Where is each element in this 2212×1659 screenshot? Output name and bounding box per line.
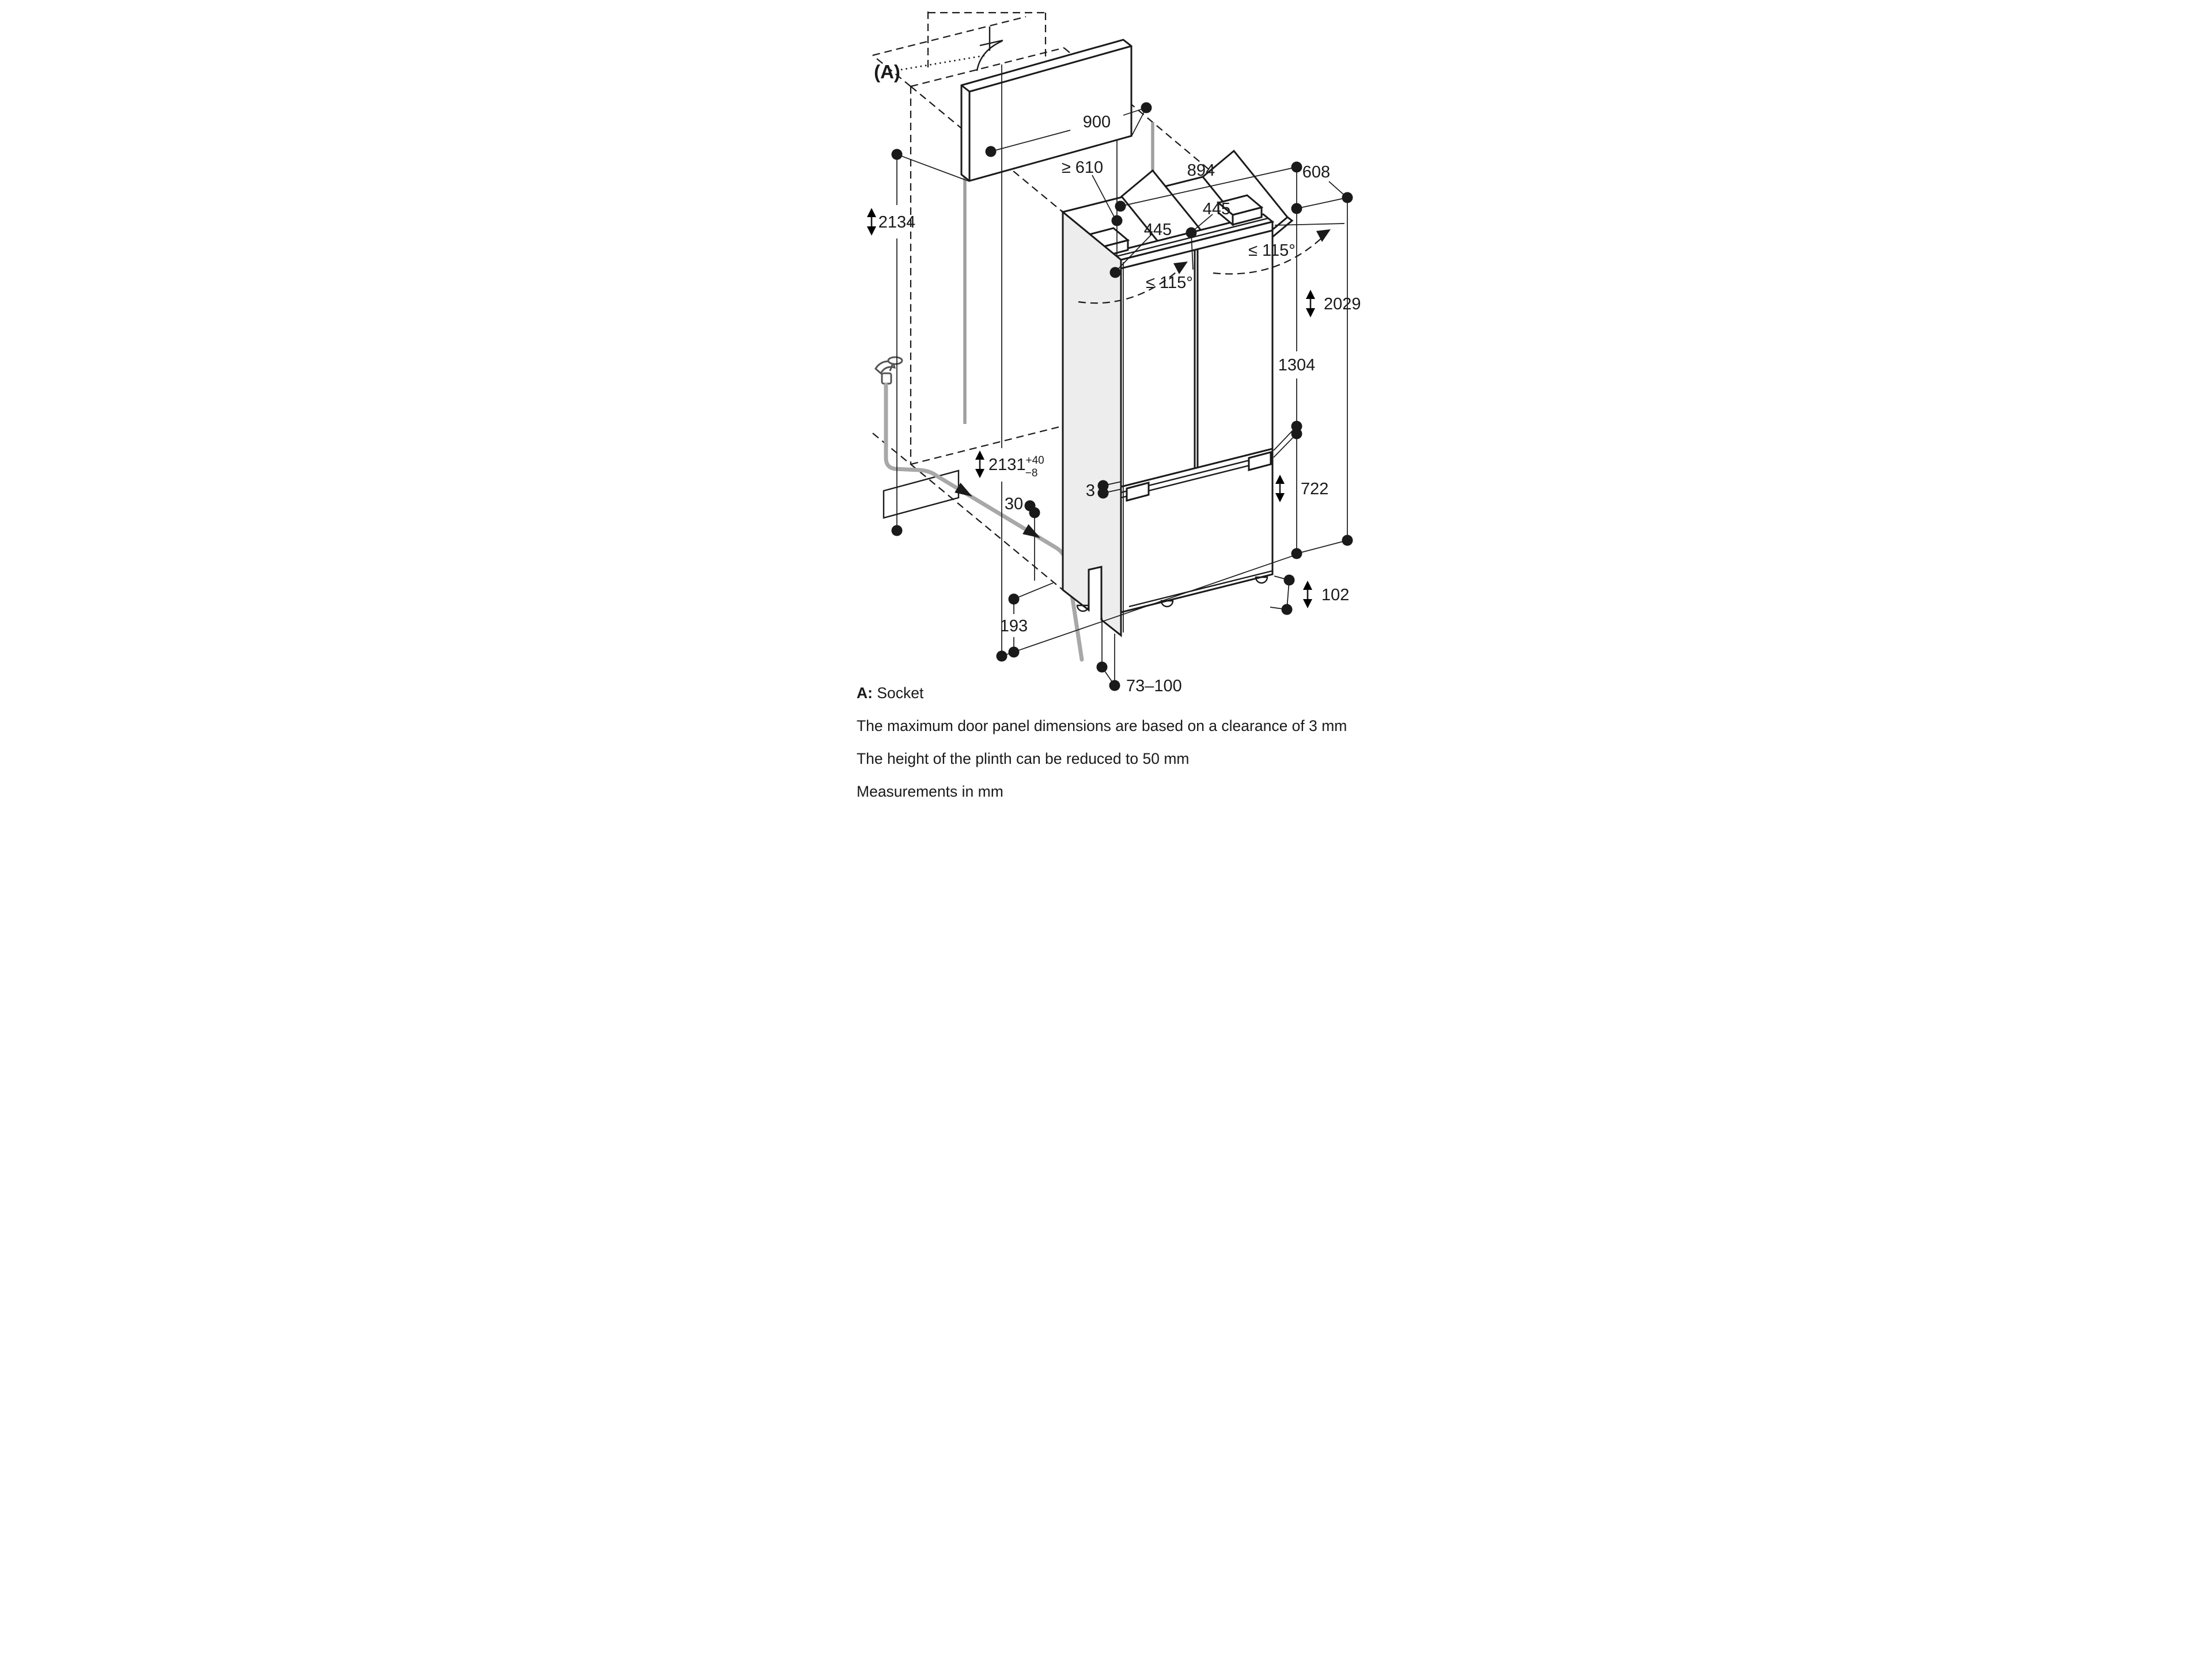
- dim-panel-width-label: 900: [1082, 113, 1111, 131]
- refrigerator: [1063, 151, 1292, 635]
- dim-appliance-height: [1291, 203, 1361, 559]
- notes: [857, 684, 1347, 800]
- note-socket-prefix: A:: [857, 684, 873, 702]
- note-socket-text: Socket: [872, 684, 924, 702]
- dim-clearance-above-label: ≥ 610: [1061, 158, 1104, 177]
- dim-rear-clearance-label: 30: [1004, 495, 1024, 513]
- water-pipe: [886, 385, 1082, 660]
- dim-door-gap-label: 3: [1085, 482, 1096, 500]
- page: [553, 0, 1659, 830]
- dim-door-panel-left-label: 445: [1143, 221, 1172, 239]
- dim-door-panel-right-label: 445: [1202, 200, 1231, 218]
- double-arrow-icon: [975, 450, 984, 478]
- niche-height-tol-plus: +40: [1025, 454, 1044, 467]
- dim-drawer-front-height: [1275, 475, 1328, 502]
- niche-height-value: 2131: [988, 456, 1026, 474]
- note-plinth: The height of the plinth can be reduced to 50 mm: [857, 750, 1190, 767]
- floor-outlet-box: [884, 471, 959, 518]
- door-panel-top: [961, 40, 1131, 181]
- dim-plinth-height-label: 102: [1321, 586, 1350, 604]
- dim-rear-clearance: [1005, 495, 1040, 581]
- installation-diagram: [553, 0, 1659, 830]
- dim-angle-left-label: ≤ 115°: [1146, 274, 1193, 292]
- dim-plinth-height: [1270, 575, 1349, 615]
- callout-a-label: (A): [874, 61, 900, 82]
- dim-niche-height-label: [988, 454, 1044, 479]
- dim-door-height: [1274, 356, 1315, 457]
- dim-appliance-depth-label: 608: [1302, 163, 1331, 181]
- tap-icon: [876, 357, 902, 384]
- dim-plinth-recess: [1097, 618, 1182, 695]
- double-arrow-icon: [867, 208, 876, 236]
- dim-water-connection-height-label: 193: [999, 617, 1028, 635]
- dim-plinth-recess-label: 73–100: [1126, 677, 1182, 695]
- dim-niche-height-outer: [867, 149, 969, 536]
- dim-drawer-front-height-label: 722: [1301, 480, 1329, 498]
- dim-angle-right-label: ≤ 115°: [1248, 241, 1296, 260]
- note-socket: [857, 684, 924, 702]
- double-arrow-icon: [1306, 290, 1315, 317]
- dim-water-connection-height: [1000, 583, 1053, 658]
- niche-height-tol-minus: −8: [1025, 467, 1038, 479]
- note-units: Measurements in mm: [857, 783, 1003, 800]
- double-arrow-icon: [1303, 581, 1312, 608]
- dim-niche-height-outer-label: 2134: [878, 213, 916, 232]
- callout-a: [874, 55, 986, 82]
- dim-appliance-height-label: 2029: [1324, 295, 1361, 313]
- callout-a-leader: [901, 55, 986, 70]
- dim-appliance-width-label: 894: [1187, 161, 1215, 180]
- note-clearance: The maximum door panel dimensions are based on a clearance of 3 mm: [857, 717, 1347, 734]
- double-arrow-icon: [1275, 475, 1285, 502]
- dim-door-height-label: 1304: [1278, 356, 1316, 374]
